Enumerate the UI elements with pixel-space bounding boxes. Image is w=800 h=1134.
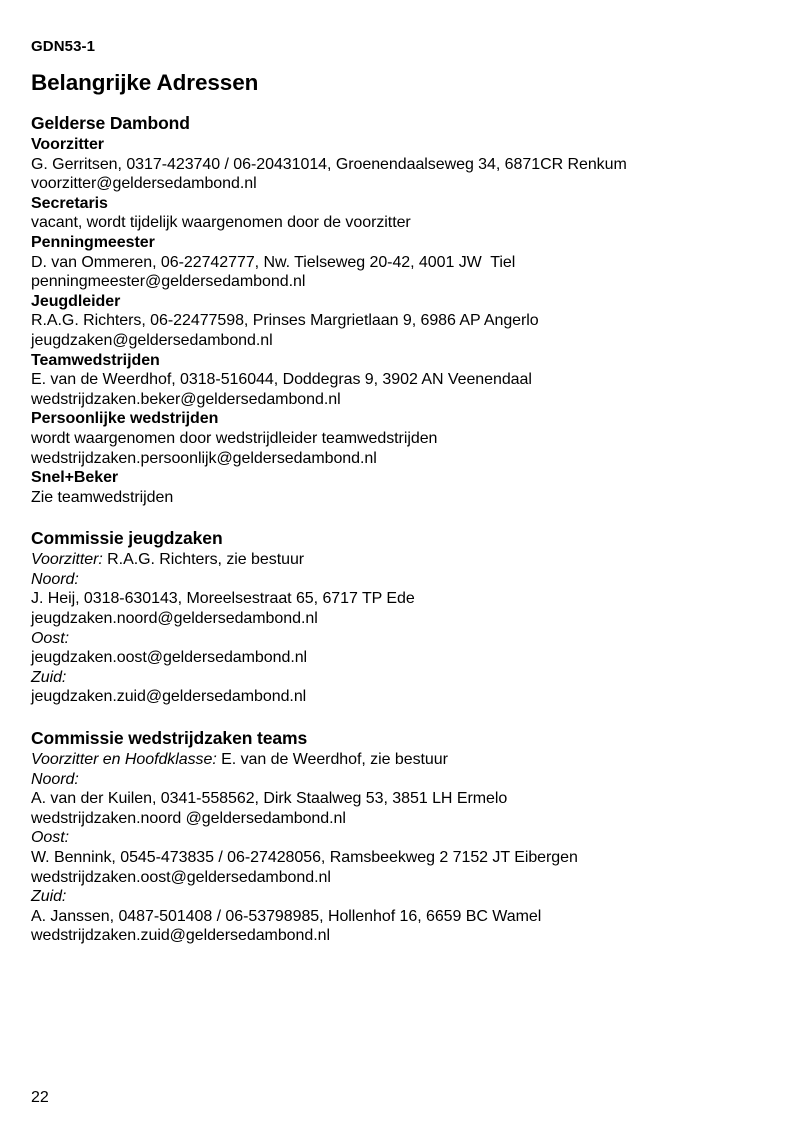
region-label: Oost: — [31, 629, 69, 647]
contact-detail: A. van der Kuilen, 0341-558562, Dirk Staalweg 53, 3851 LH Ermelo — [31, 790, 508, 808]
contact-entry — [31, 351, 760, 410]
section-heading: Commissie wedstrijdzaken teams — [31, 728, 308, 749]
region-entry — [31, 887, 760, 946]
region-entry — [31, 828, 760, 887]
contact-detail: Zie teamwedstrijden — [31, 488, 174, 506]
section-commissie-wedstrijdzaken-teams — [31, 727, 760, 946]
contact-role: Jeugdleider — [31, 292, 121, 310]
region-label: Zuid: — [31, 668, 67, 686]
committee-chair-label: Voorzitter en Hoofdklasse: — [31, 751, 217, 769]
contact-role: Voorzitter — [31, 136, 104, 153]
contact-email: wedstrijdzaken.persoonlijk@geldersedambond.nl — [31, 449, 377, 467]
region-entry — [31, 570, 760, 629]
contact-detail: D. van Ommeren, 06-22742777, Nw. Tielseweg 20-42, 4001 JW Tiel — [31, 253, 516, 271]
section-commissie-jeugdzaken — [31, 527, 760, 707]
contact-detail: G. Gerritsen, 0317-423740 / 06-20431014, Groenendaalseweg 34, 6871CR Renkum — [31, 155, 627, 173]
region-label: Noord: — [31, 570, 79, 588]
contact-email: penningmeester@geldersedambond.nl — [31, 273, 306, 291]
contact-entry — [31, 233, 760, 292]
committee-chair-line — [31, 550, 760, 570]
committee-chair-label: Voorzitter: — [31, 551, 103, 569]
section-heading: Gelderse Dambond — [31, 113, 190, 133]
region-entry — [31, 668, 760, 707]
contact-role: Teamwedstrijden — [31, 351, 160, 369]
committee-chair-value: R.A.G. Richters, zie bestuur — [102, 551, 305, 569]
contact-role: Secretaris — [31, 194, 108, 212]
contact-entry — [31, 135, 760, 194]
contact-role: Penningmeester — [31, 233, 155, 251]
contact-email: wedstrijdzaken.noord @geldersedambond.nl — [31, 809, 346, 827]
contact-detail: J. Heij, 0318-630143, Moreelsestraat 65, 6717 TP Ede — [31, 590, 415, 608]
contact-email: jeugdzaken.noord@geldersedambond.nl — [31, 610, 318, 628]
contact-email: voorzitter@geldersedambond.nl — [31, 175, 257, 193]
region-label: Zuid: — [31, 888, 67, 906]
page-title: Belangrijke Adressen — [31, 70, 259, 95]
contact-role: Snel+Beker — [31, 469, 119, 487]
contact-email: wedstrijdzaken.zuid@geldersedambond.nl — [31, 927, 330, 945]
committee-chair-value: E. van de Weerdhof, zie bestuur — [216, 751, 448, 769]
contact-email: jeugdzaken.oost@geldersedambond.nl — [31, 649, 308, 667]
region-entry — [31, 770, 760, 829]
contact-email: wedstrijdzaken.beker@geldersedambond.nl — [31, 390, 341, 408]
contact-entry — [31, 194, 760, 233]
region-entry — [31, 629, 760, 668]
section-heading: Commissie jeugdzaken — [31, 528, 223, 549]
contact-role: Persoonlijke wedstrijden — [31, 410, 219, 428]
contact-detail: vacant, wordt tijdelijk waargenomen door de voorzitter — [31, 214, 411, 232]
committee-chair-line — [31, 750, 760, 770]
contact-entry — [31, 409, 760, 468]
contact-entry — [31, 292, 760, 351]
contact-entry — [31, 468, 760, 507]
section-gelderse-dambond — [31, 112, 760, 507]
document-code: GDN53-1 — [31, 38, 96, 55]
contact-detail: E. van de Weerdhof, 0318-516044, Doddegras 9, 3902 AN Veenendaal — [31, 371, 532, 389]
contact-email: wedstrijdzaken.oost@geldersedambond.nl — [31, 868, 331, 886]
contact-detail: A. Janssen, 0487-501408 / 06-53798985, Hollenhof 16, 6659 BC Wamel — [31, 907, 542, 925]
region-label: Oost: — [31, 829, 69, 847]
contact-detail: W. Bennink, 0545-473835 / 06-27428056, Ramsbeekweg 2 7152 JT Eibergen — [31, 849, 578, 866]
contact-detail: wordt waargenomen door wedstrijdleider teamwedstrijden — [31, 429, 438, 447]
contact-email: jeugdzaken@geldersedambond.nl — [31, 331, 273, 349]
page-number: 22 — [31, 1089, 49, 1106]
contact-detail: R.A.G. Richters, 06-22477598, Prinses Margrietlaan 9, 6986 AP Angerlo — [31, 312, 539, 330]
contact-email: jeugdzaken.zuid@geldersedambond.nl — [31, 688, 307, 706]
region-label: Noord: — [31, 770, 79, 788]
